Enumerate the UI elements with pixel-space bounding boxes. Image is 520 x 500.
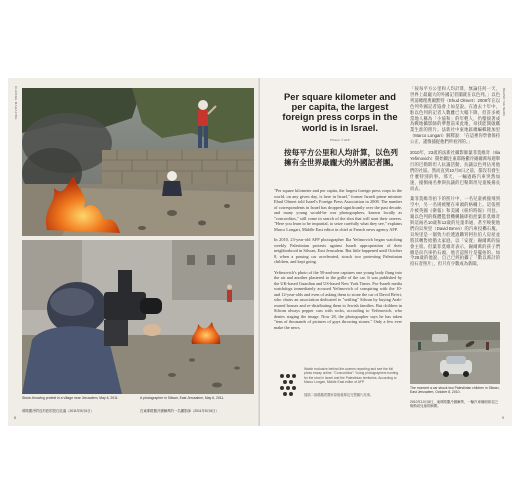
photographer-photo: [22, 240, 254, 394]
paragraph: 2010年，23歲的法新社攝影師葉菲莫維奇（Ilia Yefimovich）開始關注東耶路撒冷錫爾萬每週舉行的巴勒斯坦人抗議活動，抗議以色列佔用他們的社區。然而直到10月8日之前，都沒有發生什麼特別的事。那天，一輛過路汽車突然加速，撞倒兩名參與抗議的巴勒斯坦兒童後揚長而去。: [410, 150, 500, 191]
left-page: [8, 78, 260, 426]
promo-text-cn: 掃描二維碼觀看獨家幕後報導及完整圖片故事。: [304, 393, 374, 397]
paragraph: "Per square kilometer and per capita, the largest foreign press corps in the world, on any given day, is here in Israel," former Israeli prime minister Ehud Olmert told Israel's Foreign Press Association in 2008. The number of correspondents in Israel has dropped significantly over the past decade, and many young would-be war photographers, known locally as "concorditos," still come in search of the shot that will start their careers. "Here you learn to be impartial, to seize carefully what they see," explains Marco Longari, Middle East editor in chief at French news agency AFP.: [274, 188, 402, 232]
photo-credit: Photos: © AFP: [330, 138, 350, 142]
caption-right-en: A photographer in Silwan, East Jerusalem, May 6, 2011.: [140, 396, 225, 400]
paragraph: 「按每平方公里和人均計算，無論任何一天，世界上最龐大的外國記者團就在以色列。」以色列前總理奧爾默特（Ehud Olmert）2008年在以色列外國記者協會上如是說。在過去十年中，駐以色列的記者人數雖已大幅下降，但許多被當地人稱為「小協和」的年輕人，仍懷揣著成為戰地攝影師的夢想前來此地，尋找能開啟職業生涯的照片。法新社中東地區總編輯隆加里（Marco Longari）解釋說：「在這裡你學會保持公正，謹慎捕捉他們所看到的。」: [410, 86, 500, 145]
page-number-right: 9: [502, 416, 504, 420]
headline-cn: 按每平方公里和人均計算，以色列擁有全世界最龐大的外國記者團。: [284, 148, 398, 167]
headline-en: Per square kilometer and per capita, the largest foreign press corps in the world is in Israel.: [282, 91, 398, 133]
running-head: CHANGE MAGAZINE: [14, 86, 18, 120]
article-body-en: [274, 188, 402, 335]
spine-text: BEHIND THE NEWS: [502, 88, 506, 116]
promo-box: [274, 367, 402, 403]
paragraph: 葉菲莫維奇拍下的照片中，一名兒童被撞飛到空中，另一名則被壓在車頭的格柵上。這張照片被英國《衛報》和美國《紐約時報》刊登。親以色列的媒體監督機構隨即指控葉菲莫維奇與這兩名10歲和12歲的兒童串通，甚至唆使他們向貝埃里（David Be'eri）的汽車投擲石塊。貝埃里是一個致力於透過購買阿拉伯人房屋並將其轉售給猶太家庭，以「安置」錫爾萬的協會主席。但葉菲莫維奇表示，錫爾萬的孩子們總是向汽車扔石頭，他否認照片是擺拍的。如今28歲的他說，自己已經拍攝了「數以萬計的投石者照片」，但只有少數成為新聞。: [410, 196, 500, 267]
car-photo-caption-en: The moment a car struck two Palestinian children in Silwan, East Jerusalem, October 8, 2010.: [410, 386, 500, 395]
protest-photo: [22, 88, 254, 236]
page-number-left: 8: [14, 416, 16, 420]
dot-logo-icon: [278, 373, 298, 397]
right-page: [260, 78, 512, 426]
caption-left-en: Stone-throwing protest in a village near Jerusalem, May 6, 2011.: [22, 396, 119, 400]
paragraph: Yefimovich's photo of the 50-and-one captures one young body flung into the air and another plastered to the grille of the car. It was published by the UK-based Guardian and US-based New York Times. Pro-Israeli media watchdogs immediately accused Yefimovich of conspiring with the 10- and 12-year-olds and even of asking them to stone the car of David Be'eri, who chairs an association dedicated to "settling" Silwan by buying Arab-owned houses and re-distributing them to Jewish families. But children in Silwan always pepper cars with rocks, according to Yefimovich, who denies staging the image. Now 28, the photographer says he has taken "tens of thousands of pictures of guys throwing stones." Only a few ever make the news.: [274, 269, 402, 330]
caption-right-cn: 在東耶路撒冷錫爾萬的一名攝影師（2011年5月6日）: [140, 409, 219, 413]
car-photo-caption-cn: 2010年10月8日，東耶路撒冷錫爾萬，一輛汽車撞倒兩名巴勒斯坦兒童的瞬間。: [410, 400, 498, 409]
article-body-cn: [410, 86, 500, 272]
car-strike-photo: [410, 322, 500, 384]
caption-left-cn: 耶路撒冷附近村莊的投石抗議（2011年5月6日）: [22, 409, 95, 413]
promo-text-en: Watch exclusive behind-the-scenes reporting and see the full photo essay online. "Concorditos": Young photographers hunting for the shot in Israel and the Palestinian territories. According to Marco Longari, Middle East editor of AFP.: [304, 367, 399, 384]
magazine-spread: [8, 78, 512, 426]
paragraph: In 2010, 23-year-old AFP photographer Ilia Yefimovich began watching weekly Palestinian protests against Israeli appropriation of their neighborhood in Silwan, East Jerusalem. But little happened until October 8, when a passing car accelerated, struck two protesting Palestinian children, and kept going.: [274, 237, 402, 264]
